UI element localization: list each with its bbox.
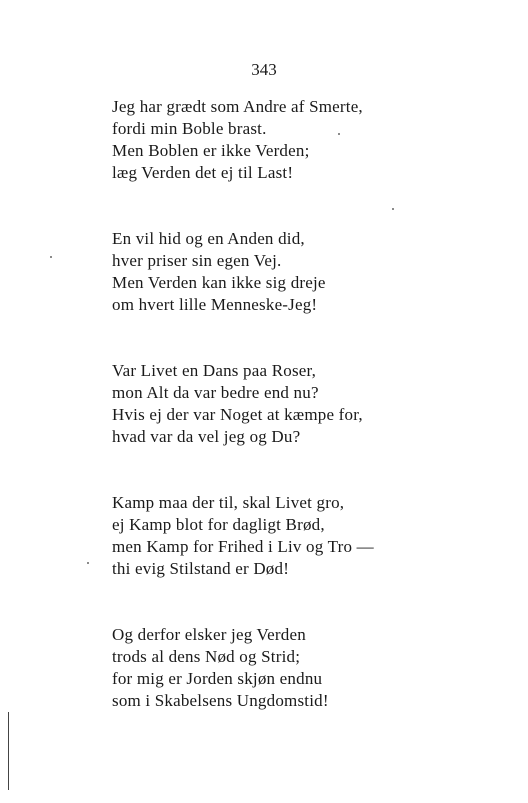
verse-line: hver priser sin egen Vej. bbox=[112, 251, 282, 270]
stanza-5 bbox=[112, 624, 512, 712]
verse-line: fordi min Boble brast. bbox=[112, 119, 267, 138]
verse-line: for mig er Jorden skjøn endnu bbox=[112, 669, 323, 688]
verse-line: Hvis ej der var Noget at kæmpe for, bbox=[112, 405, 363, 424]
verse-line: Men Boblen er ikke Verden; bbox=[112, 141, 310, 160]
stanza-2 bbox=[112, 228, 512, 316]
verse-line: En vil hid og en Anden did, bbox=[112, 229, 305, 248]
page-number: 343 bbox=[251, 60, 277, 79]
stanza-3 bbox=[112, 360, 512, 448]
verse-line: thi evig Stilstand er Død! bbox=[112, 559, 290, 578]
scan-speck bbox=[50, 256, 52, 258]
verse-line: Men Verden kan ikke sig dreje bbox=[112, 273, 326, 292]
verse-line: mon Alt da var bedre end nu? bbox=[112, 383, 319, 402]
verse-line: Og derfor elsker jeg Verden bbox=[112, 625, 306, 644]
verse-line: trods al dens Nød og Strid; bbox=[112, 647, 301, 666]
stanza-1 bbox=[112, 96, 512, 184]
verse-line: Var Livet en Dans paa Roser, bbox=[112, 361, 317, 380]
stanza-4 bbox=[112, 492, 512, 580]
margin-scan-line bbox=[8, 712, 9, 790]
scan-speck bbox=[338, 133, 340, 135]
poem bbox=[112, 96, 512, 756]
verse-line: læg Verden det ej til Last! bbox=[112, 163, 294, 182]
verse-line: om hvert lille Menneske-Jeg! bbox=[112, 295, 318, 314]
scan-speck bbox=[392, 208, 394, 210]
verse-line: Kamp maa der til, skal Livet gro, bbox=[112, 493, 345, 512]
verse-line: som i Skabelsens Ungdomstid! bbox=[112, 691, 329, 710]
verse-line: hvad var da vel jeg og Du? bbox=[112, 427, 301, 446]
scan-speck bbox=[87, 562, 89, 564]
verse-line: men Kamp for Frihed i Liv og Tro — bbox=[112, 537, 374, 556]
verse-line: Jeg har grædt som Andre af Smerte, bbox=[112, 97, 363, 116]
verse-line: ej Kamp blot for dagligt Brød, bbox=[112, 515, 325, 534]
